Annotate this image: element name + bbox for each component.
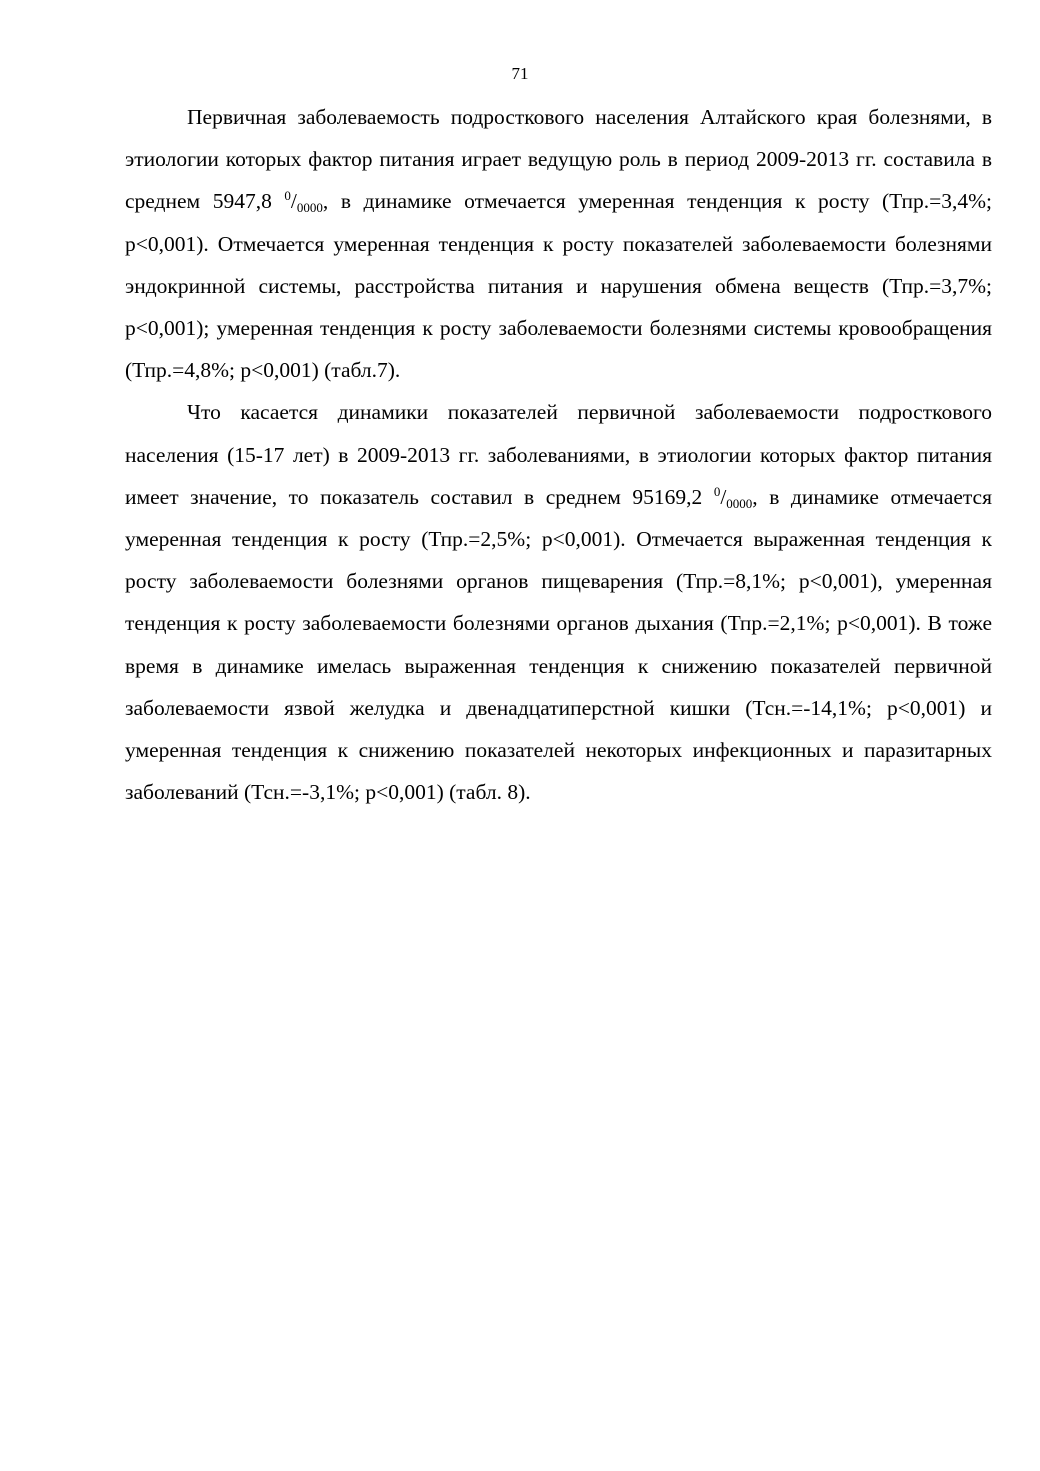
paragraph-1-text-end: , в динамике отмечается умеренная тенденция к росту (Тпр.=3,4%; р<0,001). Отмечается умеренная тенденция к росту показателей заболеваемости болезнями эндокринной системы, расстройства питания и нарушения обмена веществ (Тпр.=3,7%; р<0,001); умеренная тенденция к росту заболеваемости болезнями системы кровообращения (Тпр.=4,8%; р<0,001) (табл.7).	[125, 189, 992, 383]
paragraph-2-slash: /	[720, 484, 727, 509]
paragraph-1-superscript: 0	[284, 188, 291, 204]
paragraph-1-slash: /	[290, 189, 297, 214]
page-number: 71	[511, 64, 529, 83]
paragraph-2-text-start: Что касается динамики показателей первичной заболеваемости подросткового населения (15-17 лет) в 2009-2013 гг. заболеваниями, в этиологии которых фактор питания имеет значение, то показатель составил в среднем 95169,2	[125, 400, 992, 509]
paragraph-2-superscript: 0	[713, 483, 721, 499]
paragraph-2	[125, 391, 992, 813]
paragraph-1-text-start: Первичная заболеваемость подросткового населения Алтайского края болезнями, в этиологии которых фактор питания играет ведущую роль в период 2009-2013 гг. составила в среднем 5947,8	[125, 105, 992, 214]
paragraph-1-subscript: 0000	[296, 200, 323, 216]
paragraph-2-subscript: 0000	[726, 495, 753, 511]
paragraph-2-text-end: , в динамике отмечается умеренная тенденция к росту (Тпр.=2,5%; р<0,001). Отмечается выраженная тенденция к росту заболеваемости болезнями органов пищеварения (Тпр.=8,1%; р<0,001), умеренная тенденция к росту заболеваемости болезнями органов дыхания (Тпр.=2,1%; р<0,001). В тоже время в динамике имелась выраженная тенденция к снижению показателей первичной заболеваемости язвой желудка и двенадцатиперстной кишки (Тсн.=-14,1%; р<0,001) и умеренная тенденция к снижению показателей некоторых инфекционных и паразитарных заболеваний (Тсн.=-3,1%; р<0,001) (табл. 8).	[125, 484, 992, 805]
paragraph-1	[125, 96, 992, 391]
body-text	[125, 96, 992, 813]
